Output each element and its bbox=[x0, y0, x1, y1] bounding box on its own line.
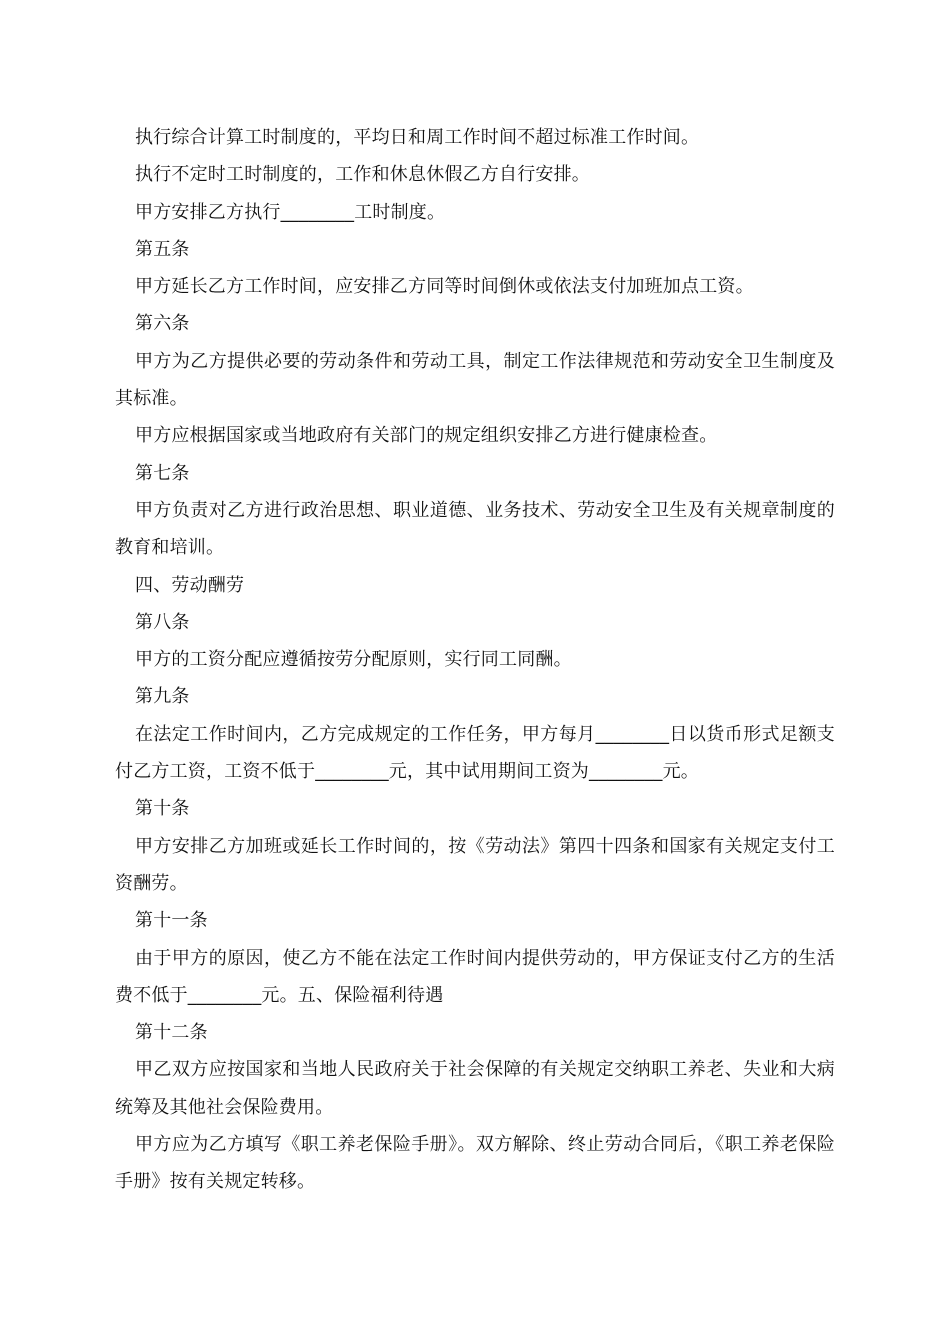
paragraph-health-check: 甲方应根据国家或当地政府有关部门的规定组织安排乙方进行健康检查。 bbox=[135, 425, 718, 447]
article-heading-12: 第十二条 bbox=[135, 1022, 208, 1044]
article-heading-5: 第五条 bbox=[135, 238, 190, 260]
article-heading-6: 第六条 bbox=[135, 313, 190, 335]
paragraph-living-allowance: 由于甲方的原因，使乙方不能在法定工作时间内提供劳动的，甲方保证支付乙方的生活费不低于________元。五、保险福利待遇 bbox=[115, 947, 835, 1006]
article-heading-10: 第十条 bbox=[135, 798, 190, 820]
paragraph-overtime-compensation: 甲方延长乙方工作时间，应安排乙方同等时间倒休或依法支付加班加点工资。 bbox=[135, 276, 754, 298]
article-heading-9: 第九条 bbox=[135, 686, 190, 708]
paragraph-overtime-pay: 甲方安排乙方加班或延长工作时间的，按《劳动法》第四十四条和国家有关规定支付工资酬劳。 bbox=[115, 835, 835, 894]
paragraph-wage-payment: 在法定工作时间内，乙方完成规定的工作任务，甲方每月________日以货币形式足额支付乙方工资，工资不低于________元，其中试用期间工资为________元。 bbox=[115, 723, 835, 783]
paragraph-social-insurance: 甲乙双方应按国家和当地人民政府关于社会保障的有关规定交纳职工养老、失业和大病统筹及其他社会保险费用。 bbox=[115, 1059, 835, 1118]
document-body bbox=[115, 119, 835, 1201]
paragraph-comprehensive-hours: 执行综合计算工时制度的，平均日和周工作时间不超过标准工作时间。 bbox=[135, 127, 700, 148]
section-heading-remuneration: 四、劳动酬劳 bbox=[135, 574, 245, 596]
paragraph-hours-system-blank: 甲方安排乙方执行________工时制度。 bbox=[135, 201, 446, 223]
paragraph-wage-principle: 甲方的工资分配应遵循按劳分配原则，实行同工同酬。 bbox=[135, 649, 572, 671]
paragraph-flexible-hours: 执行不定时工时制度的，工作和休息休假乙方自行安排。 bbox=[135, 164, 590, 186]
article-heading-11: 第十一条 bbox=[135, 910, 208, 932]
article-heading-7: 第七条 bbox=[135, 462, 190, 484]
paragraph-pension-handbook: 甲方应为乙方填写《职工养老保险手册》。双方解除、终止劳动合同后，《职工养老保险手册》按有关规定转移。 bbox=[115, 1134, 835, 1193]
article-heading-8: 第八条 bbox=[135, 611, 190, 633]
paragraph-training: 甲方负责对乙方进行政治思想、职业道德、业务技术、劳动安全卫生及有关规章制度的教育和培训。 bbox=[115, 499, 835, 559]
paragraph-working-conditions: 甲方为乙方提供必要的劳动条件和劳动工具，制定工作法律规范和劳动安全卫生制度及其标准。 bbox=[115, 350, 835, 410]
